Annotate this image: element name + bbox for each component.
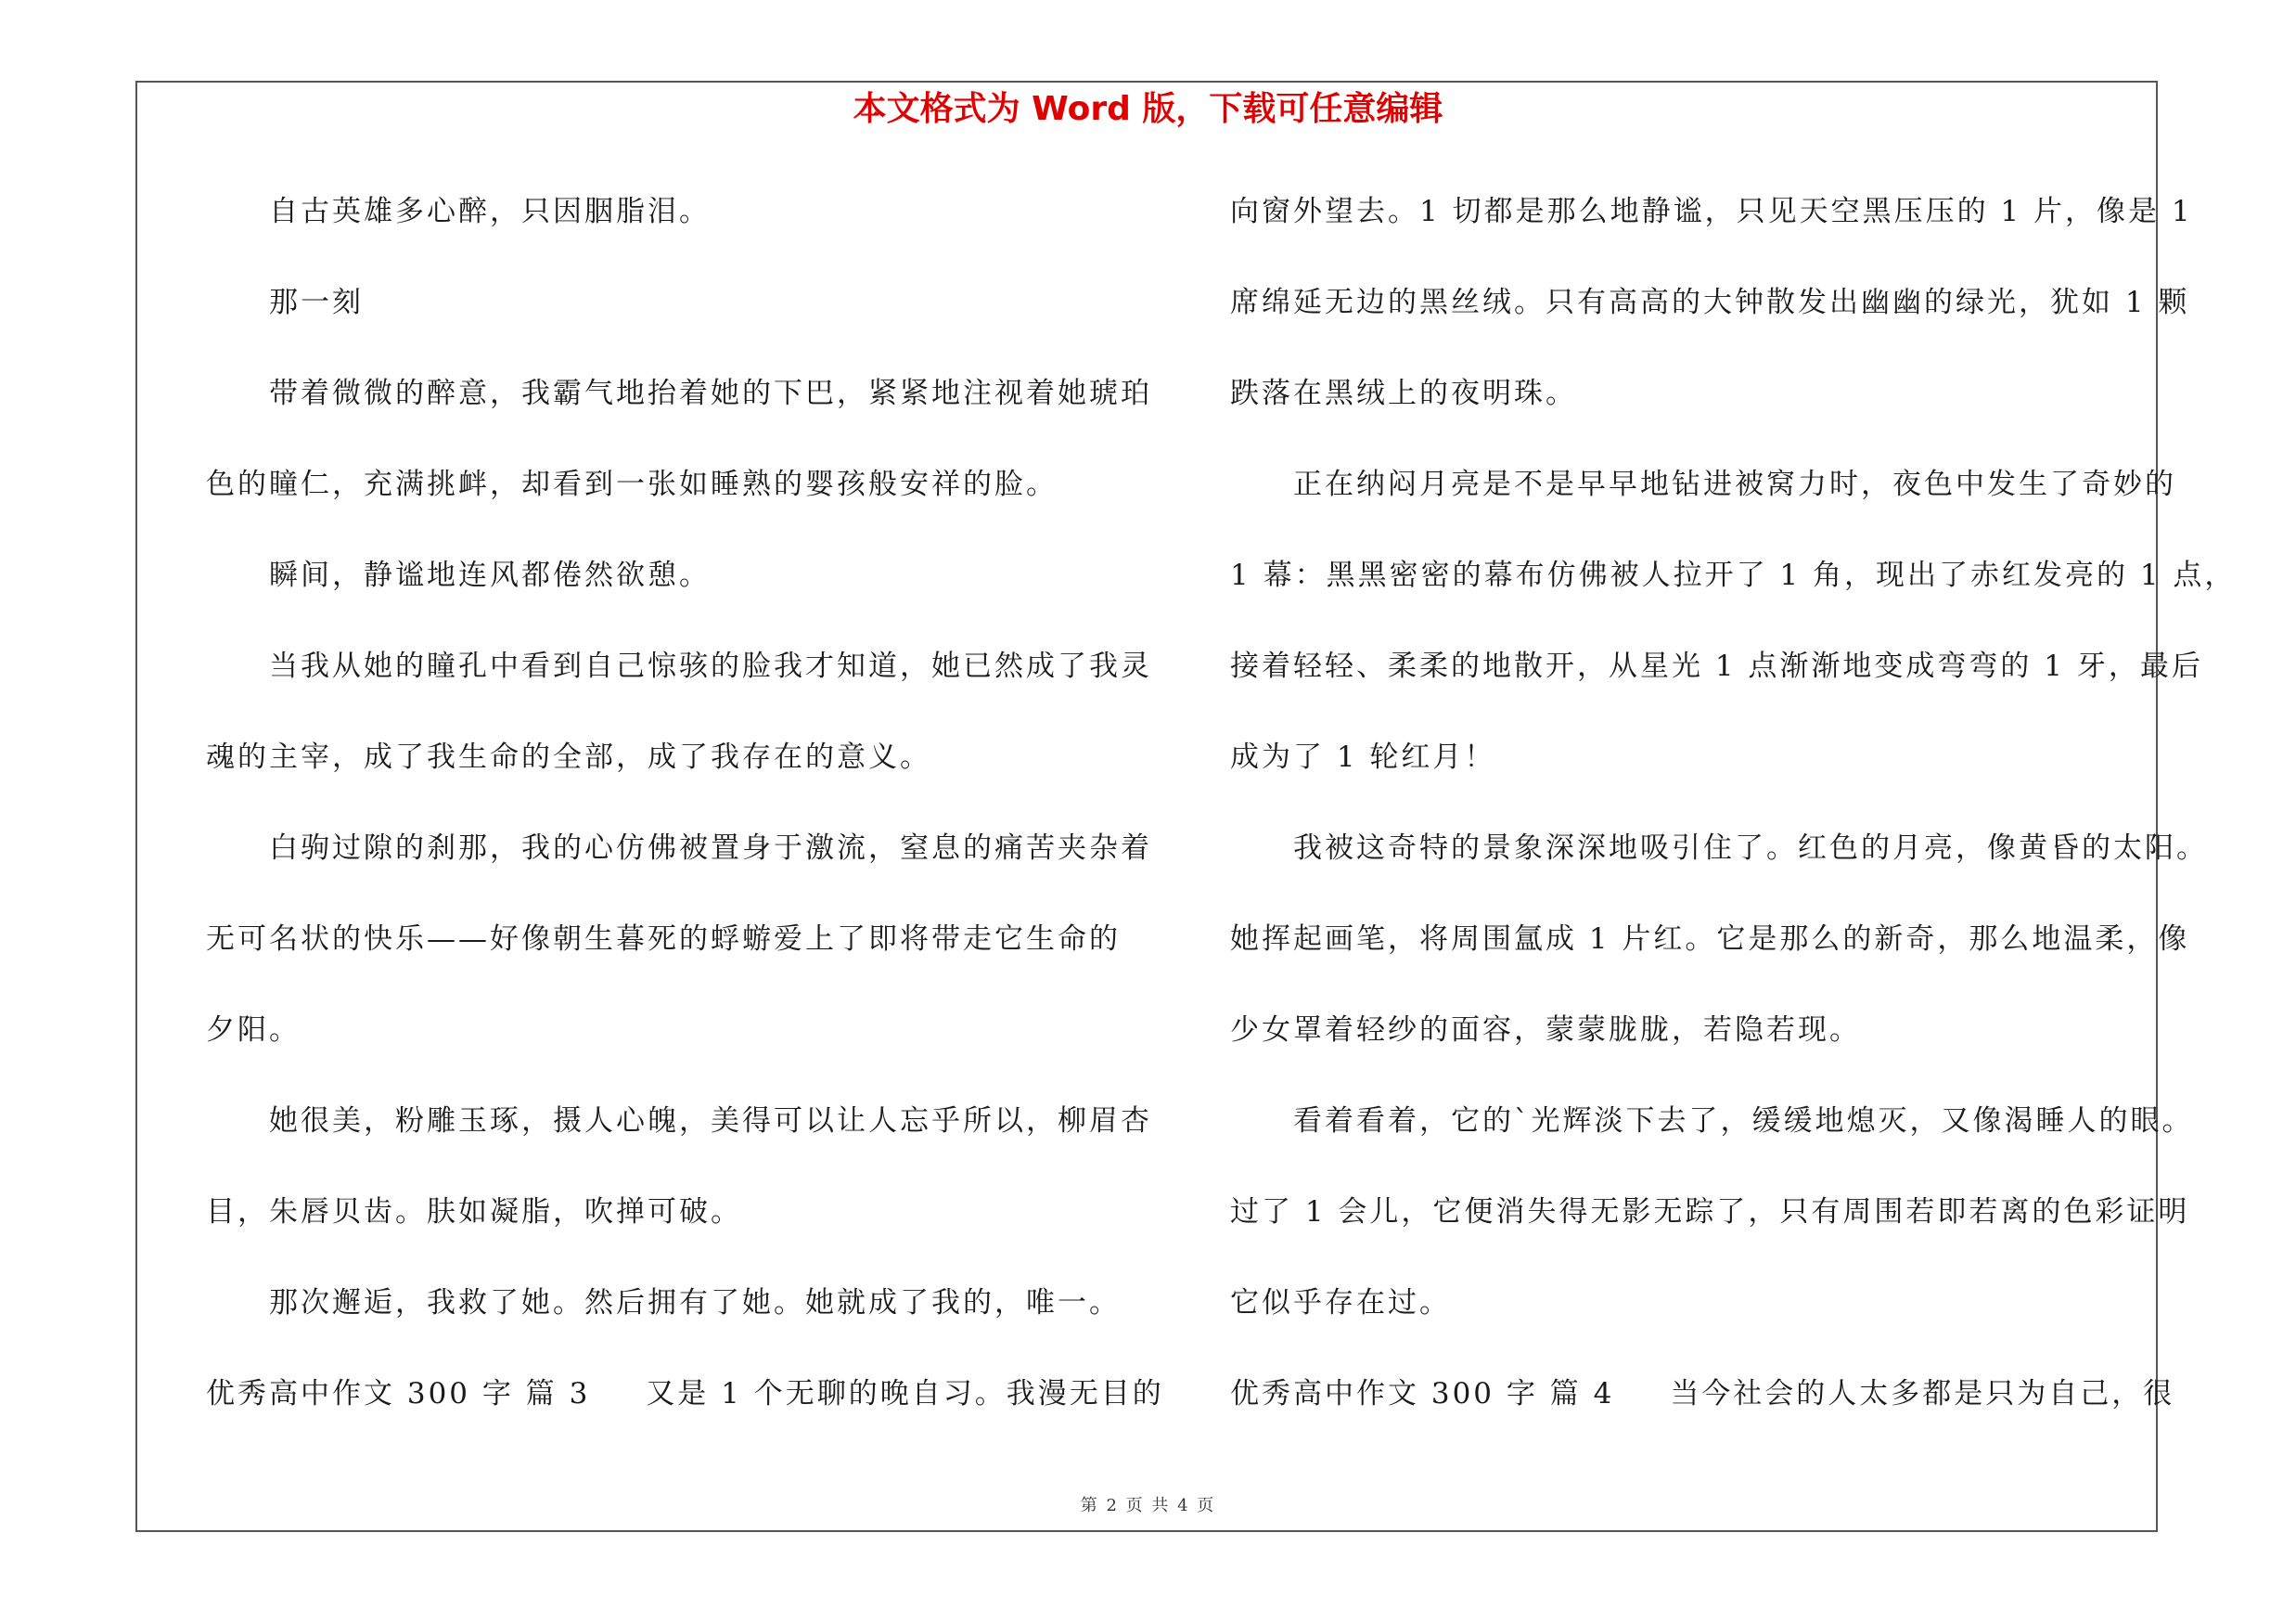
paragraph-line: 跌落在黑绒上的夜明珠。	[1230, 377, 1577, 410]
paragraph-line: 那一刻	[269, 286, 364, 319]
paragraph-line: 1 幕：黑黑密密的幕布仿佛被人拉开了 1 角，现出了赤红发亮的 1 点，	[1230, 559, 2237, 592]
paragraph-line: 少女罩着轻纱的面容，蒙蒙胧胧，若隐若现。	[1230, 1013, 1861, 1047]
paragraph-line: 席绵延无边的黑丝绒。只有高高的大钟散发出幽幽的绿光，犹如 1 颗	[1230, 286, 2190, 319]
paragraph-line: 那次邂逅，我救了她。然后拥有了她。她就成了我的，唯一。	[269, 1286, 1121, 1320]
paragraph-line: 无可名状的快乐——好像朝生暮死的蜉蝣爱上了即将带走它生命的	[206, 922, 1121, 956]
section-heading-line	[206, 1366, 1164, 1457]
paragraph-text: 又是 1 个无聊的晚自习。我漫无目的	[646, 1377, 1164, 1410]
paragraph-text: 当今社会的人太多都是只为自己，很	[1670, 1377, 2175, 1410]
paragraph-line: 白驹过隙的刹那，我的心仿佛被置身于激流，窒息的痛苦夹杂着	[269, 831, 1152, 865]
paragraph-line: 向窗外望去。1 切都是那么地静谧，只见天空黑压压的 1 片，像是 1	[1230, 195, 2193, 228]
paragraph-line: 自古英雄多心醉，只因胭脂泪。	[269, 195, 711, 228]
section-heading: 优秀高中作文 300 字 篇 4	[1230, 1377, 1615, 1410]
paragraph-line: 接着轻轻、柔柔的地散开，从星光 1 点渐渐地变成弯弯的 1 牙，最后	[1230, 650, 2203, 683]
paragraph-line: 色的瞳仁，充满挑衅，却看到一张如睡熟的婴孩般安祥的脸。	[206, 468, 1058, 501]
paragraph-line: 正在纳闷月亮是不是早早地钻进被窝力时，夜色中发生了奇妙的	[1293, 468, 2176, 501]
section-heading-line	[1230, 1366, 2175, 1457]
paragraph-line: 目，朱唇贝齿。肤如凝脂，吹掸可破。	[206, 1195, 742, 1229]
paragraph-line: 过了 1 会儿，它便消失得无影无踪了，只有周围若即若离的色彩证明	[1230, 1195, 2190, 1229]
format-banner: 本文格式为 Word 版，下载可任意编辑	[853, 90, 1443, 128]
paragraph-line: 瞬间，静谧地连风都倦然欲憩。	[269, 559, 711, 592]
left-column	[206, 184, 1164, 1457]
page-number: 第 2 页 共 4 页	[1080, 1496, 1216, 1515]
paragraph-line: 魂的主宰，成了我生命的全部，成了我存在的意义。	[206, 741, 931, 774]
paragraph-line: 看着看着，它的`光辉淡下去了，缓缓地熄灭，又像渴睡人的眼。	[1293, 1104, 2194, 1138]
paragraph-line: 我被这奇特的景象深深地吸引住了。红色的月亮，像黄昏的太阳。	[1293, 831, 2208, 865]
paragraph-line: 当我从她的瞳孔中看到自己惊骇的脸我才知道，她已然成了我灵	[269, 650, 1152, 683]
paragraph-line: 带着微微的醉意，我霸气地抬着她的下巴，紧紧地注视着她琥珀	[269, 377, 1152, 410]
right-column	[1230, 184, 2237, 1457]
section-heading: 优秀高中作文 300 字 篇 3	[206, 1377, 591, 1410]
paragraph-line: 她挥起画笔，将周围氲成 1 片红。它是那么的新奇，那么地温柔，像	[1230, 922, 2190, 956]
paragraph-line: 夕阳。	[206, 1013, 301, 1047]
paragraph-line: 成为了 1 轮红月！	[1230, 741, 1496, 774]
paragraph-line: 它似乎存在过。	[1230, 1286, 1451, 1320]
paragraph-line: 她很美，粉雕玉琢，摄人心魄，美得可以让人忘乎所以，柳眉杏	[269, 1104, 1152, 1138]
